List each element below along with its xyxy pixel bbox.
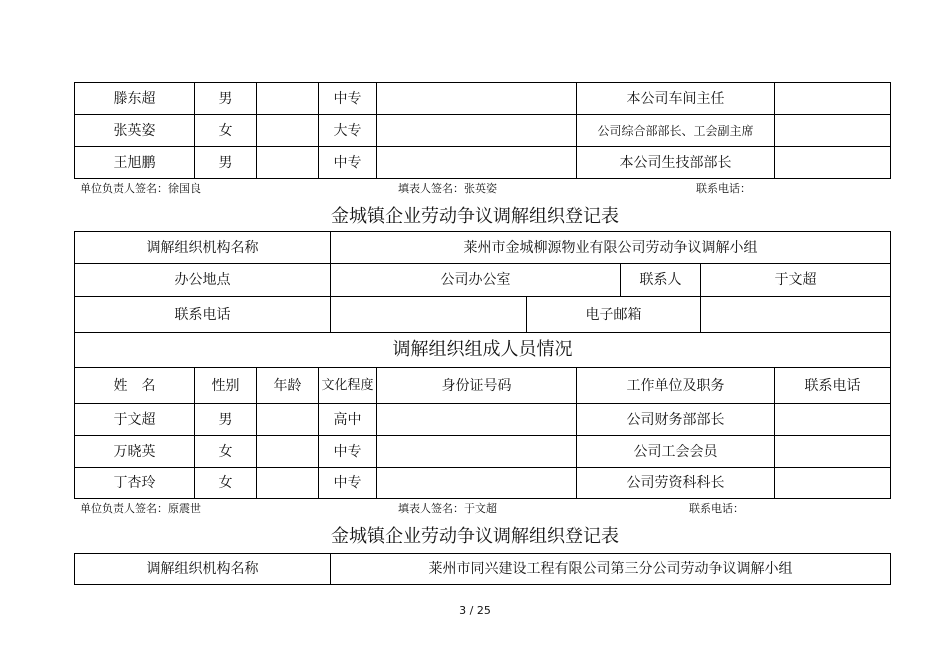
- table-row: [75, 468, 891, 499]
- table-row: [75, 404, 891, 436]
- header-id-number: 身份证号码: [377, 368, 577, 404]
- member-job: 公司工会会员: [577, 436, 775, 468]
- member-education: 中专: [319, 83, 377, 115]
- contact-value: 于文超: [701, 264, 891, 297]
- member-id-number: [377, 436, 577, 468]
- header-name: 姓 名: [75, 368, 195, 404]
- member-phone: [775, 468, 891, 499]
- page-number: 3 / 25: [459, 604, 491, 617]
- table-row: [75, 554, 891, 585]
- phone-value: [331, 297, 527, 333]
- header-gender: 性别: [195, 368, 257, 404]
- member-job: 本公司车间主任: [577, 83, 775, 115]
- contact-phone-label: 联系电话：: [689, 502, 744, 515]
- section2-members-table: [74, 367, 891, 499]
- member-phone: [775, 404, 891, 436]
- member-name: 丁杏玲: [75, 468, 195, 499]
- org-name-value: 莱州市同兴建设工程有限公司第三分公司劳动争议调解小组: [331, 554, 891, 585]
- filler-signature: 填表人签名：张英姿: [398, 182, 497, 195]
- member-job: 公司财务部部长: [577, 404, 775, 436]
- signature-line: [0, 180, 950, 194]
- members-section-title: 调解组织组成人员情况: [75, 333, 891, 368]
- member-gender: 女: [195, 115, 257, 147]
- form-title: 金城镇企业劳动争议调解组织登记表: [331, 526, 619, 547]
- table-row: [75, 333, 891, 368]
- member-name: 万晓英: [75, 436, 195, 468]
- member-education: 中专: [319, 468, 377, 499]
- header-job: 工作单位及职务: [577, 368, 775, 404]
- member-phone: [775, 83, 891, 115]
- org-name-label: 调解组织机构名称: [75, 232, 331, 264]
- member-age: [257, 115, 319, 147]
- header-age: 年龄: [257, 368, 319, 404]
- member-gender: 男: [195, 83, 257, 115]
- org-name-label: 调解组织机构名称: [75, 554, 331, 585]
- address-value: 公司办公室: [331, 264, 621, 297]
- member-job: 本公司生技部部长: [577, 147, 775, 179]
- email-value: [701, 297, 891, 333]
- member-id-number: [377, 115, 577, 147]
- header-phone: 联系电话: [775, 368, 891, 404]
- member-job: 公司劳资科科长: [577, 468, 775, 499]
- member-phone: [775, 436, 891, 468]
- table-row: [75, 232, 891, 264]
- member-gender: 女: [195, 436, 257, 468]
- filler-signature: 填表人签名：于文超: [398, 502, 497, 515]
- member-job: 公司综合部部长、工会副主席: [577, 115, 775, 147]
- member-age: [257, 404, 319, 436]
- member-phone: [775, 115, 891, 147]
- member-id-number: [377, 404, 577, 436]
- phone-label: 联系电话: [75, 297, 331, 333]
- section1-members-table: [74, 82, 891, 179]
- table-header-row: [75, 368, 891, 404]
- member-education: 中专: [319, 147, 377, 179]
- member-gender: 女: [195, 468, 257, 499]
- member-gender: 男: [195, 147, 257, 179]
- member-age: [257, 468, 319, 499]
- member-phone: [775, 147, 891, 179]
- member-age: [257, 83, 319, 115]
- member-id-number: [377, 147, 577, 179]
- address-label: 办公地点: [75, 264, 331, 297]
- signature-line: [0, 500, 950, 514]
- member-name: 王旭鹏: [75, 147, 195, 179]
- member-age: [257, 147, 319, 179]
- table-row: [75, 83, 891, 115]
- table-row: [75, 264, 891, 297]
- section2-info-table: [74, 231, 891, 368]
- unit-head-signature: 单位负责人签名：徐国良: [80, 182, 201, 195]
- contact-phone-label: 联系电话：: [696, 182, 751, 195]
- member-education: 大专: [319, 115, 377, 147]
- header-education: 文化程度: [319, 368, 377, 404]
- contact-label: 联系人: [621, 264, 701, 297]
- table-row: [75, 436, 891, 468]
- form-title: 金城镇企业劳动争议调解组织登记表: [331, 206, 619, 227]
- member-education: 高中: [319, 404, 377, 436]
- member-id-number: [377, 468, 577, 499]
- member-name: 滕东超: [75, 83, 195, 115]
- member-education: 中专: [319, 436, 377, 468]
- member-id-number: [377, 83, 577, 115]
- table-row: [75, 115, 891, 147]
- table-row: [75, 297, 891, 333]
- member-gender: 男: [195, 404, 257, 436]
- table-row: [75, 147, 891, 179]
- member-age: [257, 436, 319, 468]
- org-name-value: 莱州市金城柳源物业有限公司劳动争议调解小组: [331, 232, 891, 264]
- section3-info-table: [74, 553, 891, 585]
- member-name: 张英姿: [75, 115, 195, 147]
- email-label: 电子邮箱: [527, 297, 701, 333]
- unit-head-signature: 单位负责人签名：原震世: [80, 502, 201, 515]
- member-name: 于文超: [75, 404, 195, 436]
